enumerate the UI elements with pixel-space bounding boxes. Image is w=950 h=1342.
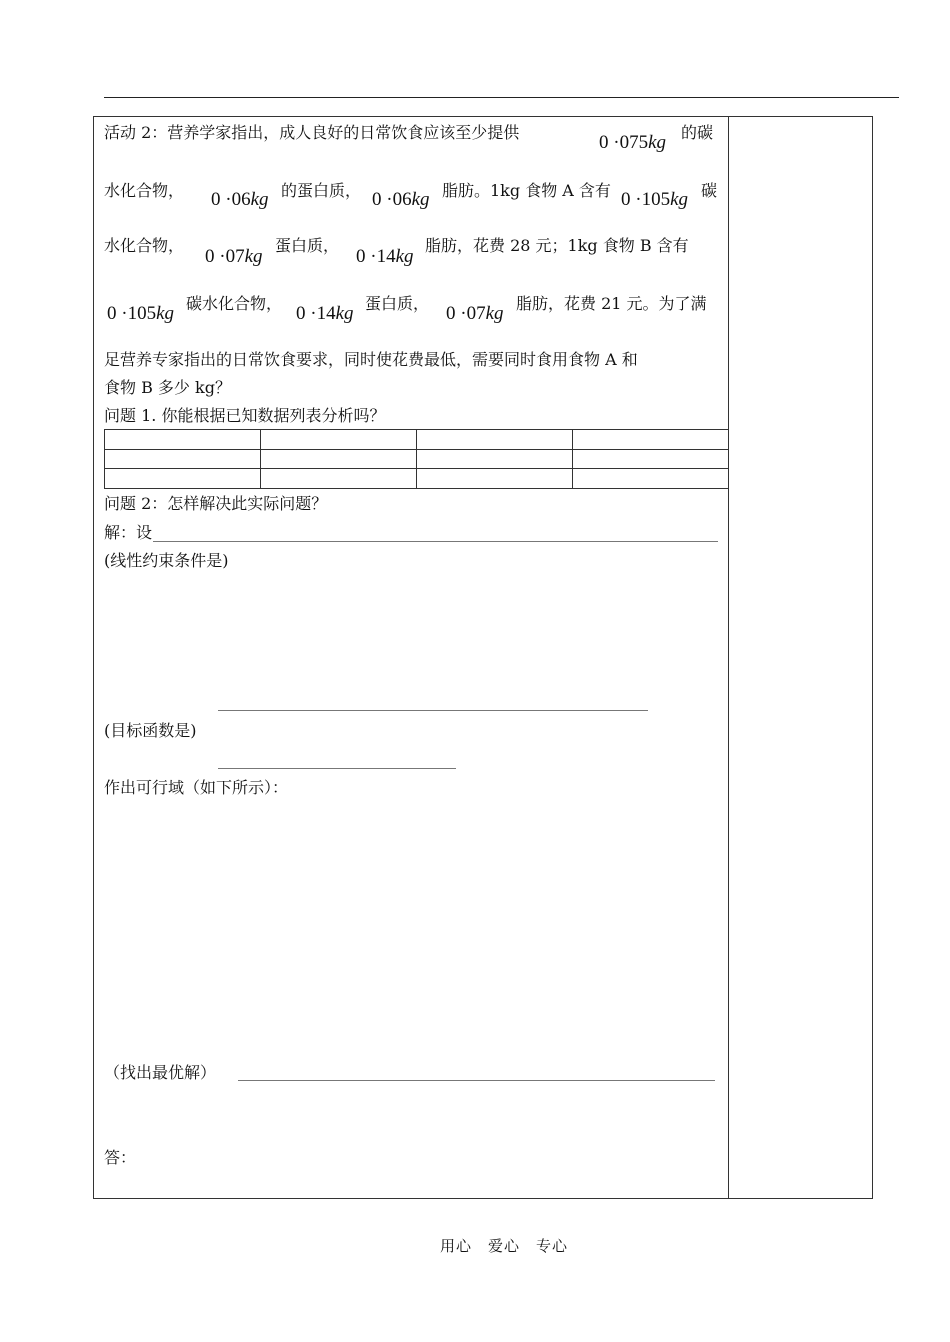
math-value: 0 ·07kg — [205, 246, 263, 267]
table-cell[interactable] — [105, 469, 261, 489]
table-cell[interactable] — [417, 469, 573, 489]
table-cell[interactable] — [105, 449, 261, 469]
table-cell[interactable] — [261, 469, 417, 489]
table-cell[interactable] — [261, 430, 417, 450]
math-value: 0 ·06kg — [211, 189, 269, 210]
answer-label: 答： — [104, 1148, 137, 1167]
activity-text: 的蛋白质， — [281, 181, 362, 200]
optimal-solution-blank[interactable] — [238, 1080, 715, 1081]
math-value: 0 ·075kg — [599, 132, 667, 153]
table-cell[interactable] — [261, 449, 417, 469]
table-cell[interactable] — [417, 430, 573, 450]
math-value: 0 ·06kg — [372, 189, 430, 210]
table-cell[interactable] — [417, 449, 573, 469]
activity-text: 脂肪，花费 21 元。为了满 — [516, 294, 707, 313]
table-row — [105, 449, 729, 469]
activity-text: 蛋白质， — [275, 236, 340, 255]
analysis-table — [104, 429, 729, 489]
math-value: 0 ·14kg — [356, 246, 414, 267]
notes-column-divider — [728, 116, 729, 1199]
question-2: 问题 2：怎样解决此实际问题？ — [104, 494, 328, 513]
page-footer: 用心 爱心 专心 — [440, 1237, 569, 1255]
constraints-blank[interactable] — [218, 710, 648, 711]
activity-text: 碳水化合物， — [186, 294, 283, 313]
activity-text: 蛋白质， — [365, 294, 430, 313]
constraints-label: (线性约束条件是) — [104, 551, 229, 570]
activity-text: 脂肪，花费 28 元；1kg 食物 B 含有 — [425, 236, 689, 255]
objective-label: (目标函数是) — [104, 721, 197, 740]
activity-text: 的碳 — [681, 123, 714, 142]
activity-text: 水化合物， — [104, 236, 185, 255]
feasible-region-label: 作出可行域（如下所示）： — [104, 778, 289, 797]
activity-text: 碳 — [701, 181, 718, 200]
activity-text: 食物 B 多少 kg？ — [104, 378, 231, 397]
activity-text: 足营养专家指出的日常饮食要求，同时使花费最低，需要同时食用食物 A 和 — [104, 350, 638, 369]
solution-blank[interactable] — [153, 541, 718, 542]
question-1: 问题 1. 你能根据已知数据列表分析吗？ — [104, 406, 386, 425]
activity-text: 脂肪。1kg 食物 A 含有 — [442, 181, 611, 200]
math-value: 0 ·07kg — [446, 303, 504, 324]
table-row — [105, 430, 729, 450]
solution-label: 解：设 — [104, 523, 153, 542]
math-value: 0 ·105kg — [621, 189, 689, 210]
table-cell[interactable] — [573, 449, 729, 469]
math-value: 0 ·14kg — [296, 303, 354, 324]
table-row — [105, 469, 729, 489]
header-rule — [104, 97, 899, 98]
activity-text: 水化合物， — [104, 181, 185, 200]
table-cell[interactable] — [573, 469, 729, 489]
activity-text: 活动 2：营养学家指出，成人良好的日常饮食应该至少提供 — [104, 123, 520, 142]
table-cell[interactable] — [573, 430, 729, 450]
table-cell[interactable] — [105, 430, 261, 450]
optimal-solution-label: （找出最优解） — [104, 1063, 217, 1082]
worksheet-frame — [93, 116, 873, 1199]
objective-blank[interactable] — [218, 768, 456, 769]
math-value: 0 ·105kg — [107, 303, 175, 324]
